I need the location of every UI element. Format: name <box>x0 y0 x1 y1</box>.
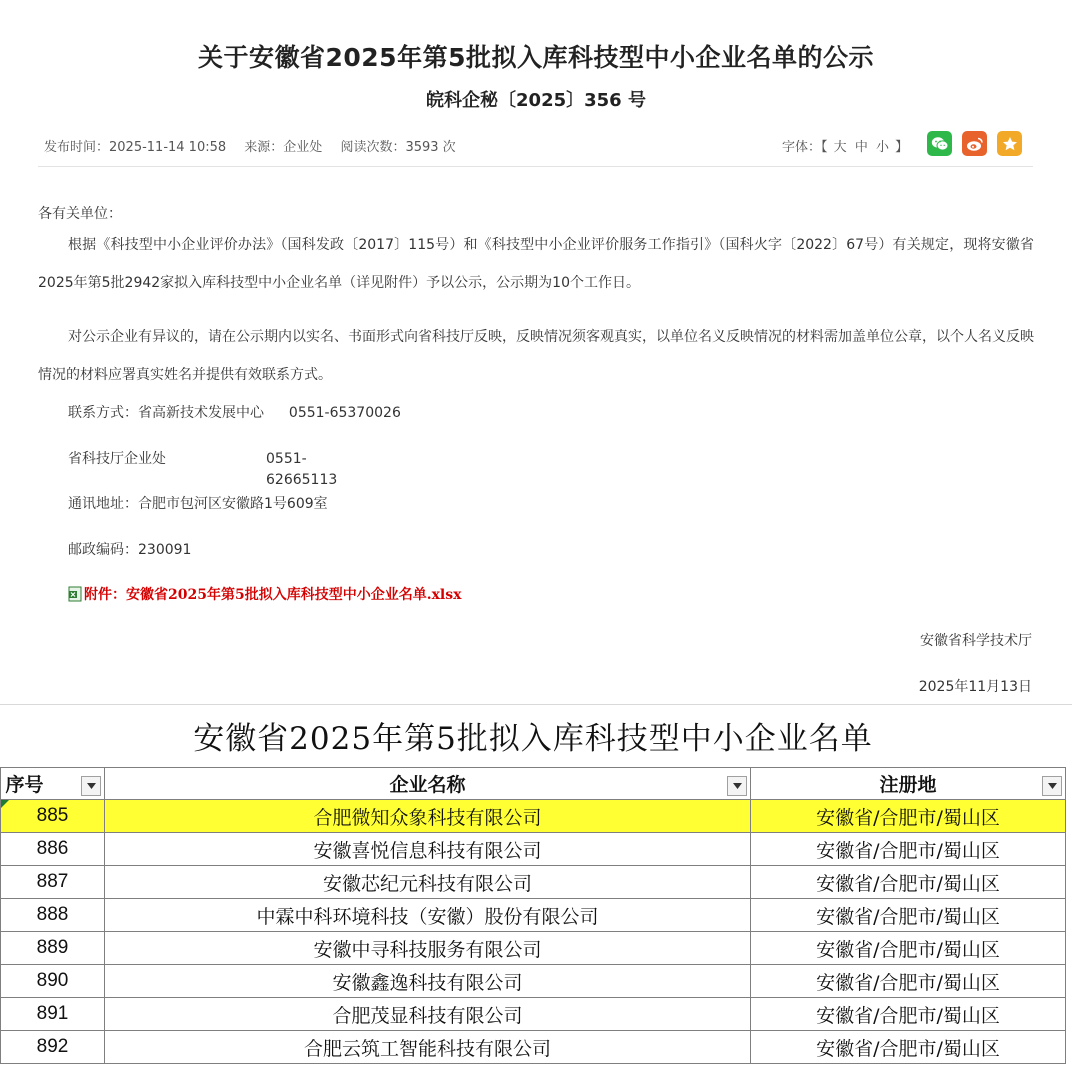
share-wechat-button[interactable] <box>927 131 952 156</box>
table-row <box>1 1031 1066 1064</box>
cell-serial[interactable]: 890 <box>1 965 105 998</box>
contact-postcode: 邮政编码：230091 <box>68 542 192 558</box>
cell-serial[interactable]: 889 <box>1 932 105 965</box>
cell-region[interactable]: 安徽省/合肥市/蜀山区 <box>751 899 1066 932</box>
table-header-row <box>1 768 1066 800</box>
cell-enterprise-name[interactable]: 安徽芯纪元科技有限公司 <box>105 866 751 899</box>
contact-line <box>68 403 401 424</box>
read-count: 阅读次数：3593 次 <box>340 140 456 155</box>
table-row <box>1 932 1066 965</box>
chevron-down-icon <box>87 783 96 789</box>
contact-phone-1: 0551-65370026 <box>288 405 401 421</box>
wechat-icon <box>931 136 949 152</box>
share-buttons <box>927 131 1022 156</box>
page-title: 关于安徽省2025年第5批拟入库科技型中小企业名单的公示 <box>198 43 874 72</box>
salutation: 各有关单位： <box>38 206 122 222</box>
cell-region[interactable]: 安徽省/合肥市/蜀山区 <box>751 800 1066 833</box>
header-cell <box>105 768 751 800</box>
filter-dropdown-button[interactable] <box>1042 776 1062 796</box>
cell-serial[interactable]: 888 <box>1 899 105 932</box>
add-favorite-button[interactable] <box>997 131 1022 156</box>
cell-enterprise-name[interactable]: 安徽喜悦信息科技有限公司 <box>105 833 751 866</box>
table-row <box>1 965 1066 998</box>
article-meta <box>44 136 470 155</box>
font-size-label: 字体： <box>782 140 822 155</box>
signing-date: 2025年11月13日 <box>918 679 1032 695</box>
font-size-bracket-close: 】 <box>895 140 909 155</box>
signing-organization: 安徽省科学技术厅 <box>920 633 1032 649</box>
paragraph-2: 对公示企业有异议的，请在公示期内以实名、书面形式向省科技厅反映，反映情况须客观真实，以单位名义反映情况的材料需加盖单位公章，以个人名义反映情况的材料应署真实姓名并提供有效联系方式。 <box>38 329 1034 383</box>
cell-enterprise-name[interactable]: 合肥微知众象科技有限公司 <box>105 800 751 833</box>
contact-address: 通讯地址：合肥市包河区安徽路1号609室 <box>68 496 328 512</box>
table-row <box>1 866 1066 899</box>
cell-enterprise-name[interactable]: 合肥云筑工智能科技有限公司 <box>105 1031 751 1064</box>
article-source: 来源：企业处 <box>244 140 323 155</box>
cell-enterprise-name[interactable]: 安徽中寻科技服务有限公司 <box>105 932 751 965</box>
font-size-large-button[interactable]: 大 <box>833 140 847 155</box>
cell-enterprise-name[interactable]: 安徽鑫逸科技有限公司 <box>105 965 751 998</box>
header-divider <box>38 166 1033 167</box>
header-cell <box>1 768 105 800</box>
weibo-icon <box>966 136 984 152</box>
table-row <box>1 899 1066 932</box>
star-icon <box>1002 136 1018 152</box>
cell-serial[interactable]: 887 <box>1 866 105 899</box>
chevron-down-icon <box>1048 783 1057 789</box>
share-weibo-button[interactable] <box>962 131 987 156</box>
cell-comment-marker <box>1 800 9 808</box>
filter-dropdown-button[interactable] <box>81 776 101 796</box>
contact-label: 联系方式：省高新技术发展中心 <box>68 405 264 421</box>
cell-region[interactable]: 安徽省/合肥市/蜀山区 <box>751 965 1066 998</box>
contact-phone-2: 0551-62665113 <box>266 451 338 488</box>
attachment-link[interactable] <box>68 584 461 604</box>
attachment-label[interactable]: 附件：安徽省2025年第5批拟入库科技型中小企业名单.xlsx <box>84 587 462 603</box>
table-row <box>1 998 1066 1031</box>
font-size-switcher <box>782 136 908 155</box>
font-size-small-button[interactable]: 小 <box>875 140 889 155</box>
header-enterprise-name: 企业名称 <box>389 774 466 796</box>
header-region: 注册地 <box>879 774 937 796</box>
enterprise-table <box>0 767 1066 1064</box>
cell-region[interactable]: 安徽省/合肥市/蜀山区 <box>751 833 1066 866</box>
cell-serial[interactable]: 891 <box>1 998 105 1031</box>
table-row <box>1 833 1066 866</box>
table-row <box>1 800 1066 833</box>
excel-file-icon <box>68 586 82 602</box>
cell-serial[interactable]: 892 <box>1 1031 105 1064</box>
sheet-title: 安徽省2025年第5批拟入库科技型中小企业名单 <box>193 721 873 757</box>
cell-region[interactable]: 安徽省/合肥市/蜀山区 <box>751 998 1066 1031</box>
cell-serial[interactable] <box>1 800 105 833</box>
cell-serial[interactable]: 886 <box>1 833 105 866</box>
document-number: 皖科企秘〔2025〕356 号 <box>426 90 646 111</box>
spreadsheet-view <box>0 704 1072 1074</box>
cell-enterprise-name[interactable]: 合肥茂显科技有限公司 <box>105 998 751 1031</box>
cell-region[interactable]: 安徽省/合肥市/蜀山区 <box>751 932 1066 965</box>
cell-region[interactable]: 安徽省/合肥市/蜀山区 <box>751 866 1066 899</box>
header-serial: 序号 <box>5 774 44 796</box>
publish-time: 发布时间：2025-11-14 10:58 <box>44 140 227 155</box>
contact-dept: 省科技厅企业处 <box>68 451 166 467</box>
cell-enterprise-name[interactable]: 中霖中科环境科技（安徽）股份有限公司 <box>105 899 751 932</box>
font-size-bracket-open: 【 <box>821 140 828 155</box>
header-cell <box>751 768 1066 800</box>
paragraph-1: 根据《科技型中小企业评价办法》（国科发政〔2017〕115号）和《科技型中小企业评价服务工作指引》（国科火字〔2022〕67号）有关规定，现将安徽省2025年第5批2942家拟入库科技型中小企业名单（详见附件）予以公示，公示期为10个工作日。 <box>38 237 1034 291</box>
dept-line <box>68 449 338 488</box>
chevron-down-icon <box>733 783 742 789</box>
font-size-medium-button[interactable]: 中 <box>854 140 868 155</box>
cell-region[interactable]: 安徽省/合肥市/蜀山区 <box>751 1031 1066 1064</box>
filter-dropdown-button[interactable] <box>727 776 747 796</box>
serial-value: 885 <box>36 805 69 826</box>
